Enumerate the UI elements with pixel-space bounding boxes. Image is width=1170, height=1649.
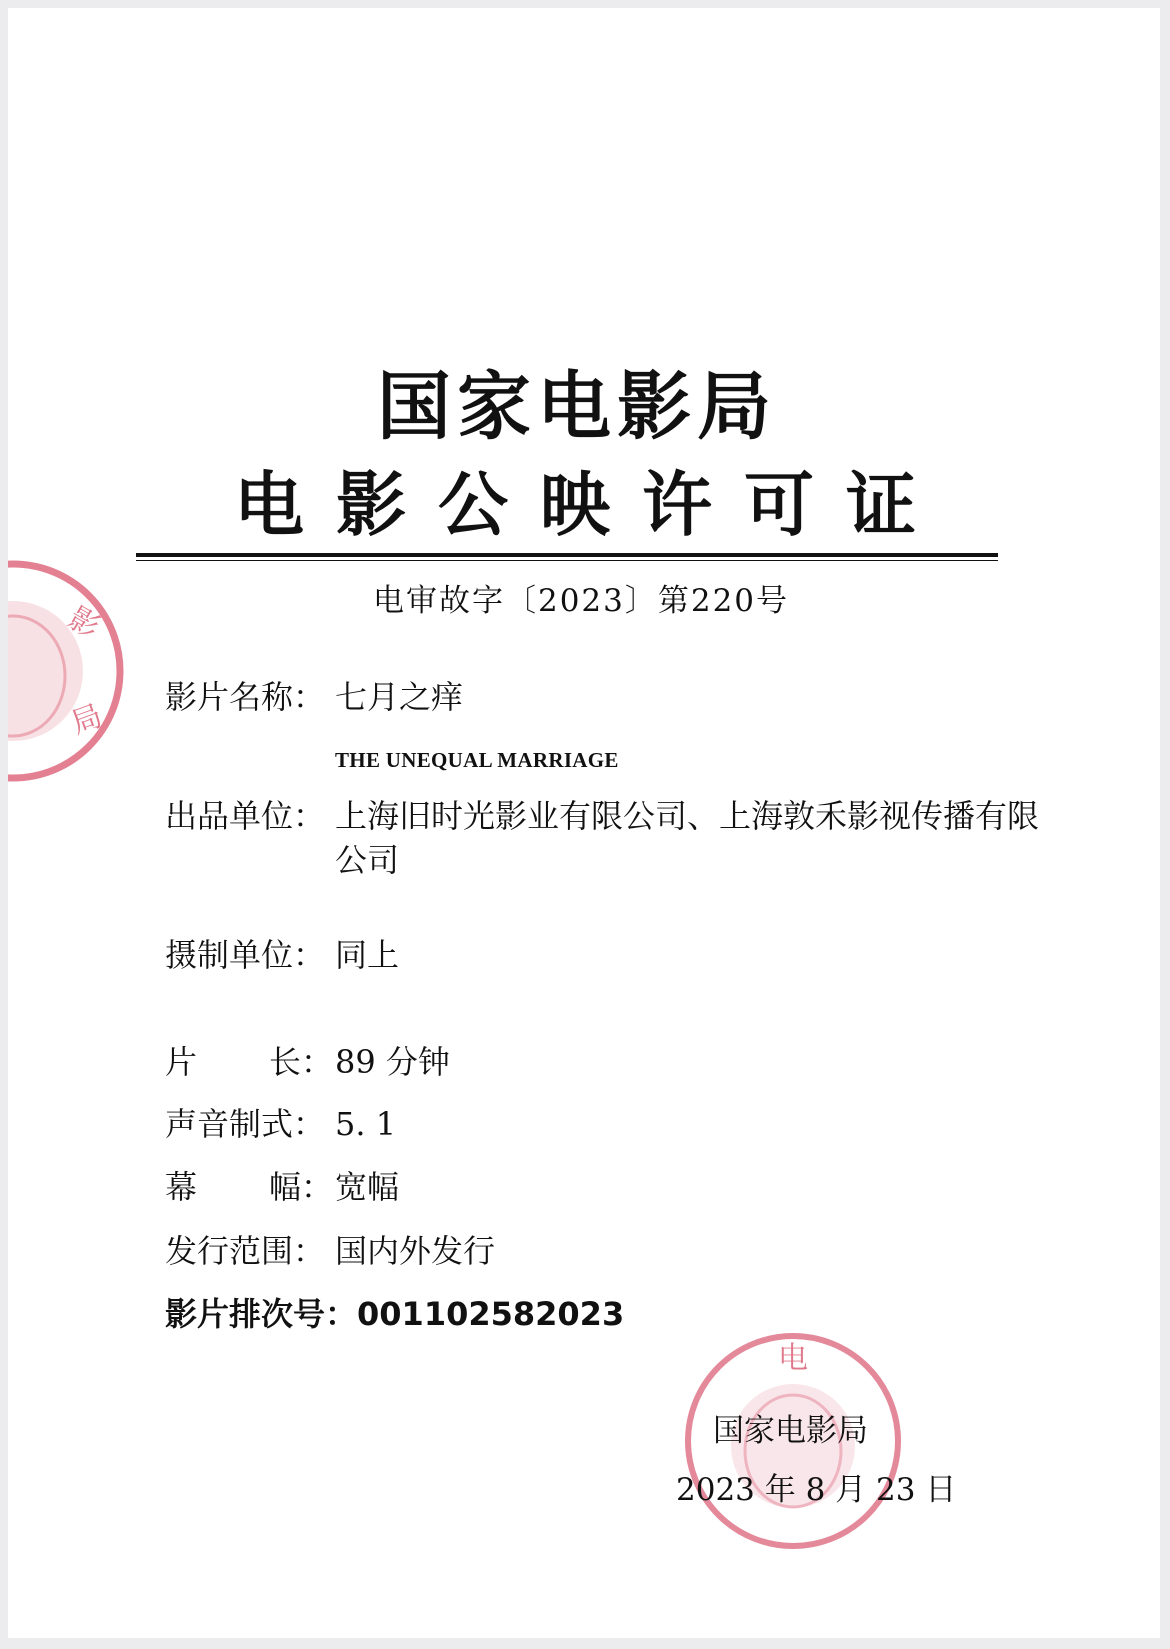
- distribution-row: [165, 1229, 495, 1273]
- film-title-english: THE UNEQUAL MARRIAGE: [335, 748, 619, 772]
- producer-row: [165, 794, 1055, 882]
- issue-date: 2023 年 8 月 23 日: [676, 1472, 957, 1508]
- document-number: 电审故字〔2023〕第220号: [372, 583, 790, 619]
- screen-label-2: 幅：: [269, 1168, 334, 1206]
- length-value: 89 分钟: [335, 1043, 450, 1081]
- film-title-label: 影片名称：: [165, 678, 326, 716]
- screen-label-1: 幕: [165, 1168, 198, 1206]
- bottom-seal-char: 电: [778, 1341, 808, 1376]
- producer-label: 出品单位：: [165, 797, 326, 835]
- sound-row: [165, 1102, 396, 1146]
- batch-number-label: 影片排次号：: [165, 1295, 358, 1333]
- batch-number-value: 001102582023: [357, 1295, 625, 1333]
- film-title-row: [165, 675, 463, 719]
- producer-value: 上海旧时光影业有限公司、上海敦禾影视传播有限公司: [335, 797, 1040, 879]
- batch-number-row: [165, 1292, 624, 1336]
- screen-value: 宽幅: [335, 1168, 400, 1206]
- certificate-page: [8, 8, 1160, 1638]
- film-title-value: 七月之痒: [335, 678, 464, 716]
- title-divider-thick: [136, 553, 998, 557]
- sound-value: 5. 1: [335, 1105, 397, 1143]
- issuer-name: 国家电影局: [713, 1413, 868, 1449]
- distribution-label: 发行范围：: [165, 1232, 326, 1270]
- screen-row: [165, 1165, 399, 1209]
- title-divider-thin: [136, 560, 998, 561]
- length-label-1: 片: [165, 1043, 198, 1081]
- distribution-value: 国内外发行: [335, 1232, 496, 1270]
- sound-label: 声音制式：: [165, 1105, 326, 1143]
- production-row: [165, 933, 399, 977]
- length-label-2: 长：: [269, 1043, 334, 1081]
- left-seal-char: 影: [62, 600, 106, 646]
- certificate-title: 电影公映许可证: [234, 464, 948, 546]
- agency-heading: 国家电影局: [377, 364, 777, 450]
- left-seal-char-2: 局: [66, 698, 107, 742]
- production-label: 摄制单位：: [165, 936, 326, 974]
- length-row: [165, 1040, 450, 1084]
- production-value: 同上: [335, 936, 400, 974]
